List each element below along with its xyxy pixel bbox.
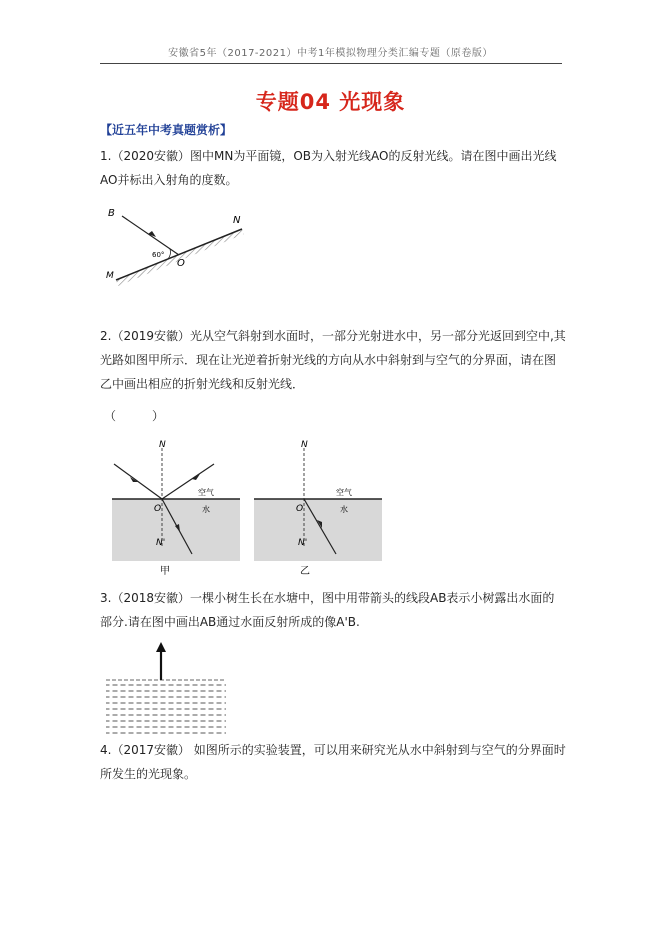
label-m: M xyxy=(106,271,114,281)
page-title: 专题04 光现象 xyxy=(255,90,406,114)
question-1: 1.（2020安徽）图中MN为平面镜，OB为入射光线AO的反射光线。请在图中画出光线AO并标出入射角的度数。 xyxy=(100,149,557,187)
label-o: O xyxy=(154,504,162,514)
label-o: O xyxy=(296,504,304,514)
figure-caption: 甲 xyxy=(160,566,170,576)
answer-blank: （ ） xyxy=(104,409,165,423)
figure-refraction-jia xyxy=(110,436,242,576)
pond-water xyxy=(106,680,226,734)
incident-ray xyxy=(114,464,162,499)
label-n: N xyxy=(301,440,308,450)
header-rule xyxy=(100,63,562,64)
figure-refraction-yi xyxy=(252,436,384,576)
figure-caption: 乙 xyxy=(300,566,310,576)
label-air: 空气 xyxy=(198,488,214,497)
question-2: 2.（2019安徽）光从空气斜射到水面时，一部分光射进水中，另一部分光返回到空中,其光路如图甲所示．现在让光逆着折射光线的方向从水中斜射到与空气的分界面，请在图乙中画出相应的折射光线和反射光线． xyxy=(100,329,566,391)
label-o: O xyxy=(177,258,185,269)
label-air: 空气 xyxy=(336,488,352,497)
angle-label: 60° xyxy=(152,251,165,259)
page-header: 安徽省5年（2017-2021）中考1年模拟物理分类汇编专题（原卷版） xyxy=(168,48,493,59)
figure-mirror xyxy=(100,202,260,297)
label-n-prime: N' xyxy=(156,538,166,548)
water-region xyxy=(254,499,382,561)
label-b: B xyxy=(108,208,115,219)
label-n: N xyxy=(233,215,241,226)
reflected-arrow xyxy=(192,474,200,480)
question-4: 4.（2017安徽） 如图所示的实验装置，可以用来研究光从水中斜射到与空气的分界面时所发生的光现象。 xyxy=(100,743,566,781)
label-water: 水 xyxy=(340,505,348,514)
question-3: 3.（2018安徽）一棵小树生长在水塘中，图中用带箭头的线段AB表示小树露出水面的部分.请在图中画出AB通过水面反射所成的像A'B. xyxy=(100,591,555,629)
label-water: 水 xyxy=(202,505,210,514)
figure-pond xyxy=(104,640,228,736)
section-heading: 【近五年中考真题赏析】 xyxy=(100,123,233,137)
label-n: N xyxy=(159,440,166,450)
water-region xyxy=(112,499,240,561)
tree-arrowhead xyxy=(156,642,166,652)
label-n-prime: N' xyxy=(298,538,308,548)
